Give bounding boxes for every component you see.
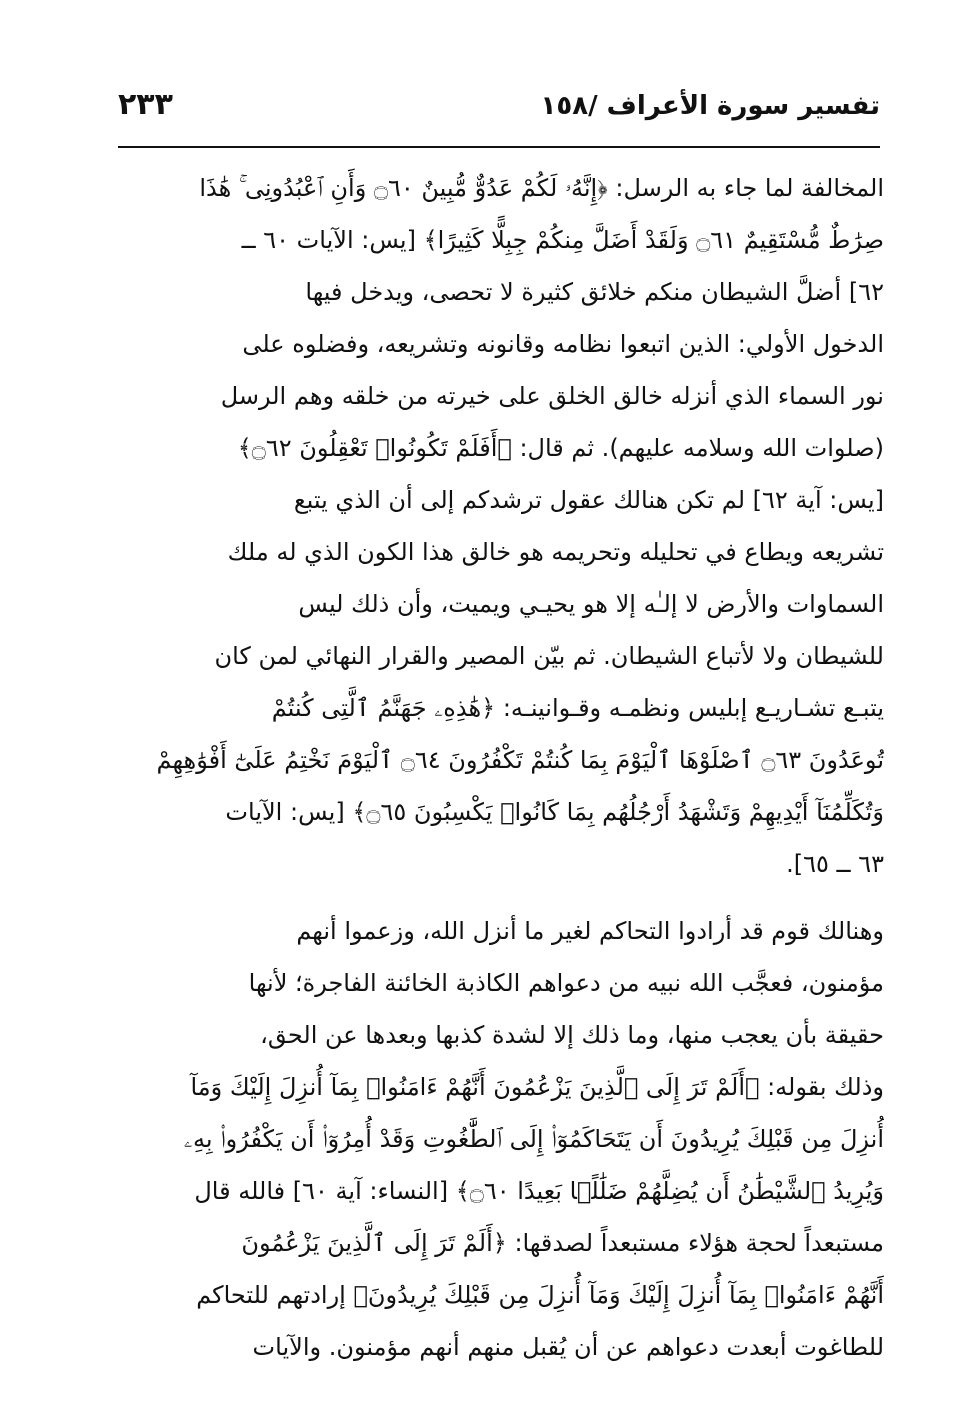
text-line: يتبـع تشـاريـع إبليس ونظمـه وقـوانينـه: ﴿هَٰذِهِۦ جَهَنَّمُ ٱلَّتِى كُنتُمْ xyxy=(271,694,884,722)
text-line: حقيقة بأن يعجب منها، وما ذلك إلا لشدة كذبها وبعدها عن الحق، xyxy=(260,1021,884,1049)
text-line: وهنالك قوم قد أرادوا التحاكم لغير ما أنزل الله، وزعموا أنهم xyxy=(296,917,884,945)
text-line: تشريعه ويطاع في تحليله وتحريمه هو خالق هذا الكون الذي له ملك xyxy=(227,538,884,566)
text-line: أُنزِلَ مِن قَبْلِكَ يُرِيدُونَ أَن يَتَحَاكَمُوٓا۟ إِلَى ٱلطَّٰغُوتِ وَقَدْ أُمِرُوٓا۟ أَن يَكْفُرُوا۟ بِهِۦ xyxy=(183,1125,884,1153)
text-line: المخالفة لما جاء به الرسل: ﴿إِنَّهُۥ لَكُمْ عَدُوٌّ مُّبِينٌ ۝٦٠ وَأَنِ ٱعْبُدُونِى ۚ هَٰذَا xyxy=(199,174,884,202)
text-line: [يس: آية ٦٢] لم تكن هنالك عقول ترشدكم إلى أن الذي يتبع xyxy=(293,486,884,514)
running-title: تفسير سورة الأعراف /١٥٨ xyxy=(540,91,880,121)
text-line: مستبعداً لحجة هؤلاء مستبعداً لصدقها: ﴿أَلَمْ تَرَ إِلَى ٱلَّذِينَ يَزْعُمُونَ xyxy=(241,1229,884,1257)
text-line: مؤمنون، فعجَّب الله نبيه من دعواهم الكاذبة الخائنة الفاجرة؛ لأنها xyxy=(248,969,884,997)
text-line: وذلك بقوله: ﴿أَلَمْ تَرَ إِلَى ٱلَّذِينَ يَزْعُمُونَ أَنَّهُمْ ءَامَنُوا۟ بِمَآ أُنزِلَ إِلَيْكَ وَمَآ xyxy=(190,1073,884,1101)
text-line: الدخول الأولي: الذين اتبعوا نظامه وقانونه وتشريعه، وفضلوه على xyxy=(242,330,884,358)
text-line: أَنَّهُمْ ءَامَنُوا۟ بِمَآ أُنزِلَ إِلَيْكَ وَمَآ أُنزِلَ مِن قَبْلِكَ يُرِيدُونَ﴾ إرادتهم للتحاكم xyxy=(196,1281,884,1309)
text-line: السماوات والأرض لا إلـٰه إلا هو يحيـي ويميت، وأن ذلك ليس xyxy=(298,590,884,618)
paragraph-2 xyxy=(128,905,884,1373)
text-line: ٦٢] أضلَّ الشيطان منكم خلائق كثيرة لا تحصى، ويدخل فيها xyxy=(305,278,884,306)
text-line: صِرَٰطٌ مُّسْتَقِيمٌ ۝٦١ وَلَقَدْ أَضَلَّ مِنكُمْ جِبِلًّا كَثِيرًا﴾ [يس: الآيات ٦٠ ــ xyxy=(241,226,884,254)
page-number: ٢٣٣ xyxy=(118,87,173,122)
text-line: (صلوات الله وسلامه عليهم). ثم قال: ﴿أَفَلَمْ تَكُونُوا۟ تَعْقِلُونَ ۝٦٢﴾ xyxy=(237,434,884,462)
text-line: وَتُكَلِّمُنَآ أَيْدِيهِمْ وَتَشْهَدُ أَرْجُلُهُم بِمَا كَانُوا۟ يَكْسِبُونَ ۝٦٥﴾ [يس: الآيات xyxy=(225,798,884,826)
text-line: نور السماء الذي أنزله خالق الخلق على خيرته من خلقه وهم الرسل xyxy=(220,382,884,410)
text-line: تُوعَدُونَ ۝٦٣ ٱصْلَوْهَا ٱلْيَوْمَ بِمَا كُنتُمْ تَكْفُرُونَ ۝٦٤ ٱلْيَوْمَ نَخْتِمُ عَلَىٰٓ أَفْوَٰهِهِمْ xyxy=(156,746,884,774)
text-line: للشيطان ولا لأتباع الشيطان. ثم بيّن المصير والقرار النهائي لمن كان xyxy=(214,642,884,670)
header-rule xyxy=(118,146,880,148)
text-line: ٦٣ ــ ٦٥]. xyxy=(786,850,884,878)
text-line: للطاغوت أبعدت دعواهم عن أن يُقبل منهم أنهم مؤمنون. والآيات xyxy=(252,1333,884,1361)
page-header xyxy=(118,78,880,134)
paragraph-1 xyxy=(128,162,884,890)
text-line: وَيُرِيدُ ٱلشَّيْطَٰنُ أَن يُضِلَّهُمْ ضَلَٰلًۢا بَعِيدًا ۝٦٠﴾ [النساء: آية ٦٠] فالله قال xyxy=(194,1177,884,1205)
